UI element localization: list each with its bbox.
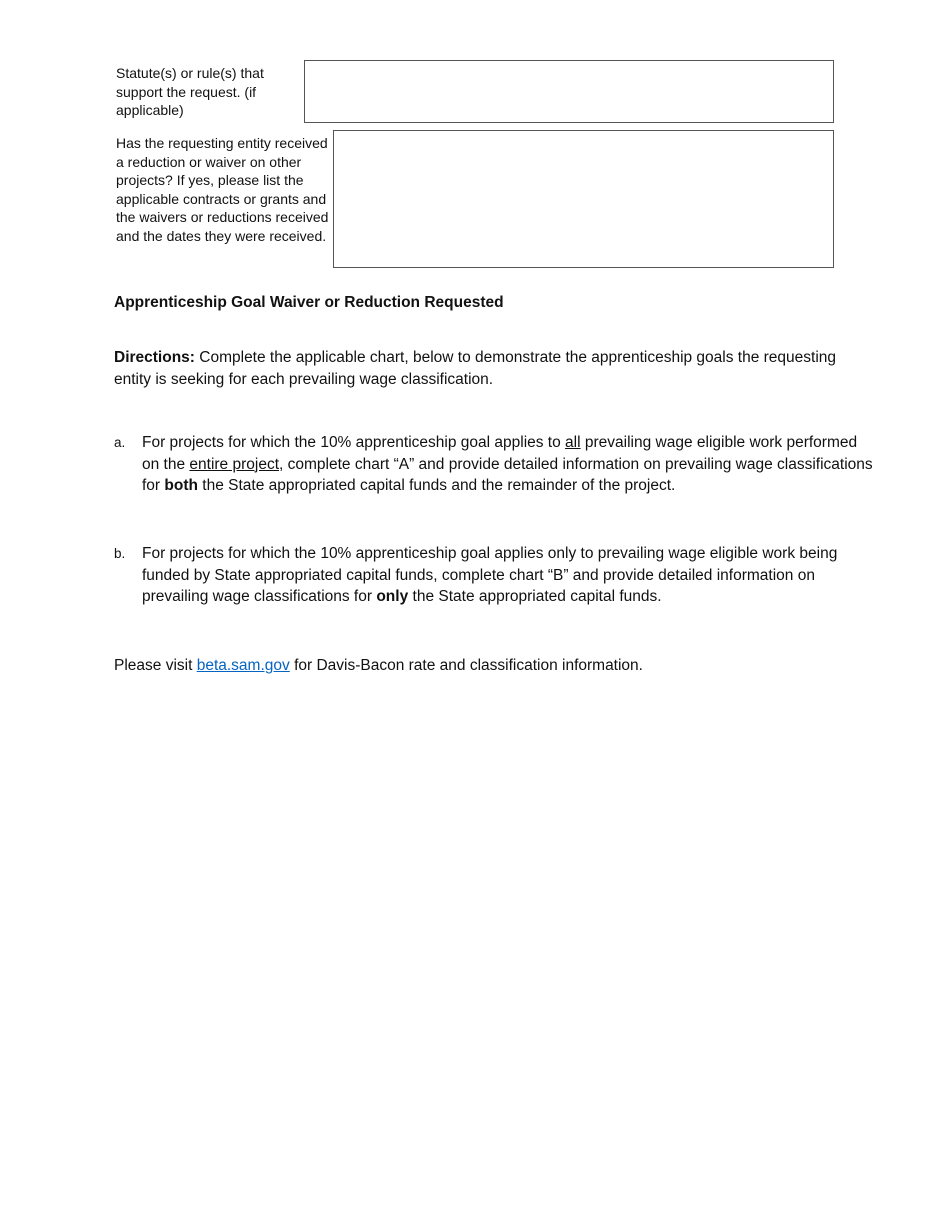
directions-lead: Directions:	[114, 349, 195, 366]
item-a-text-1: For projects for which the 10% apprenticeship goal applies to	[142, 434, 566, 451]
visit-prefix: Please visit	[114, 657, 197, 674]
list-marker-b: b.	[114, 546, 126, 561]
list-item-a	[114, 432, 884, 497]
item-a-underline-all: all	[565, 434, 581, 451]
item-a-text-3: , complete chart “A” and provide detailed information on prevailing wage classifications for	[142, 455, 873, 494]
visit-suffix: for Davis-Bacon rate and classification information.	[289, 657, 643, 674]
list-item-b	[114, 543, 884, 608]
directions-paragraph	[114, 347, 854, 390]
item-b-text-2: the State appropriated capital funds.	[408, 588, 662, 605]
list-item-b-text	[142, 543, 877, 608]
visit-line	[114, 655, 643, 677]
list-marker-a: a.	[114, 435, 126, 450]
item-b-bold-only: only	[376, 588, 409, 605]
item-a-text-2: prevailing wage eligible work performed on the	[142, 434, 858, 473]
prior-waivers-input[interactable]	[333, 130, 834, 268]
item-b-text-1: For projects for which the 10% apprenticeship goal applies only to prevailing wage eligible work being funded by State appropriated capital funds, complete chart “B” and provide detailed information on prevailing wage classifications for	[142, 545, 838, 605]
section-heading: Apprenticeship Goal Waiver or Reduction Requested	[114, 294, 504, 311]
directions-text: Complete the applicable chart, below to demonstrate the apprenticeship goals the requesting entity is seeking for each prevailing wage classification.	[114, 349, 837, 388]
item-a-text-4: the State appropriated capital funds and the remainder of the project.	[197, 477, 676, 494]
beta-sam-gov-link[interactable]: beta.sam.gov	[196, 657, 290, 674]
item-a-underline-entire-project: entire project	[189, 455, 280, 473]
list-item-a-text	[142, 432, 877, 497]
prior-waivers-label: Has the requesting entity received a reduction or waiver on other projects? If yes, please list the applicable contracts or grants and the waivers or reductions received and the dates they were received.	[116, 135, 329, 244]
statutes-input[interactable]	[304, 60, 834, 123]
item-a-bold-both: both	[164, 477, 198, 494]
statutes-label: Statute(s) or rule(s) that support the request. (if applicable)	[116, 65, 264, 119]
